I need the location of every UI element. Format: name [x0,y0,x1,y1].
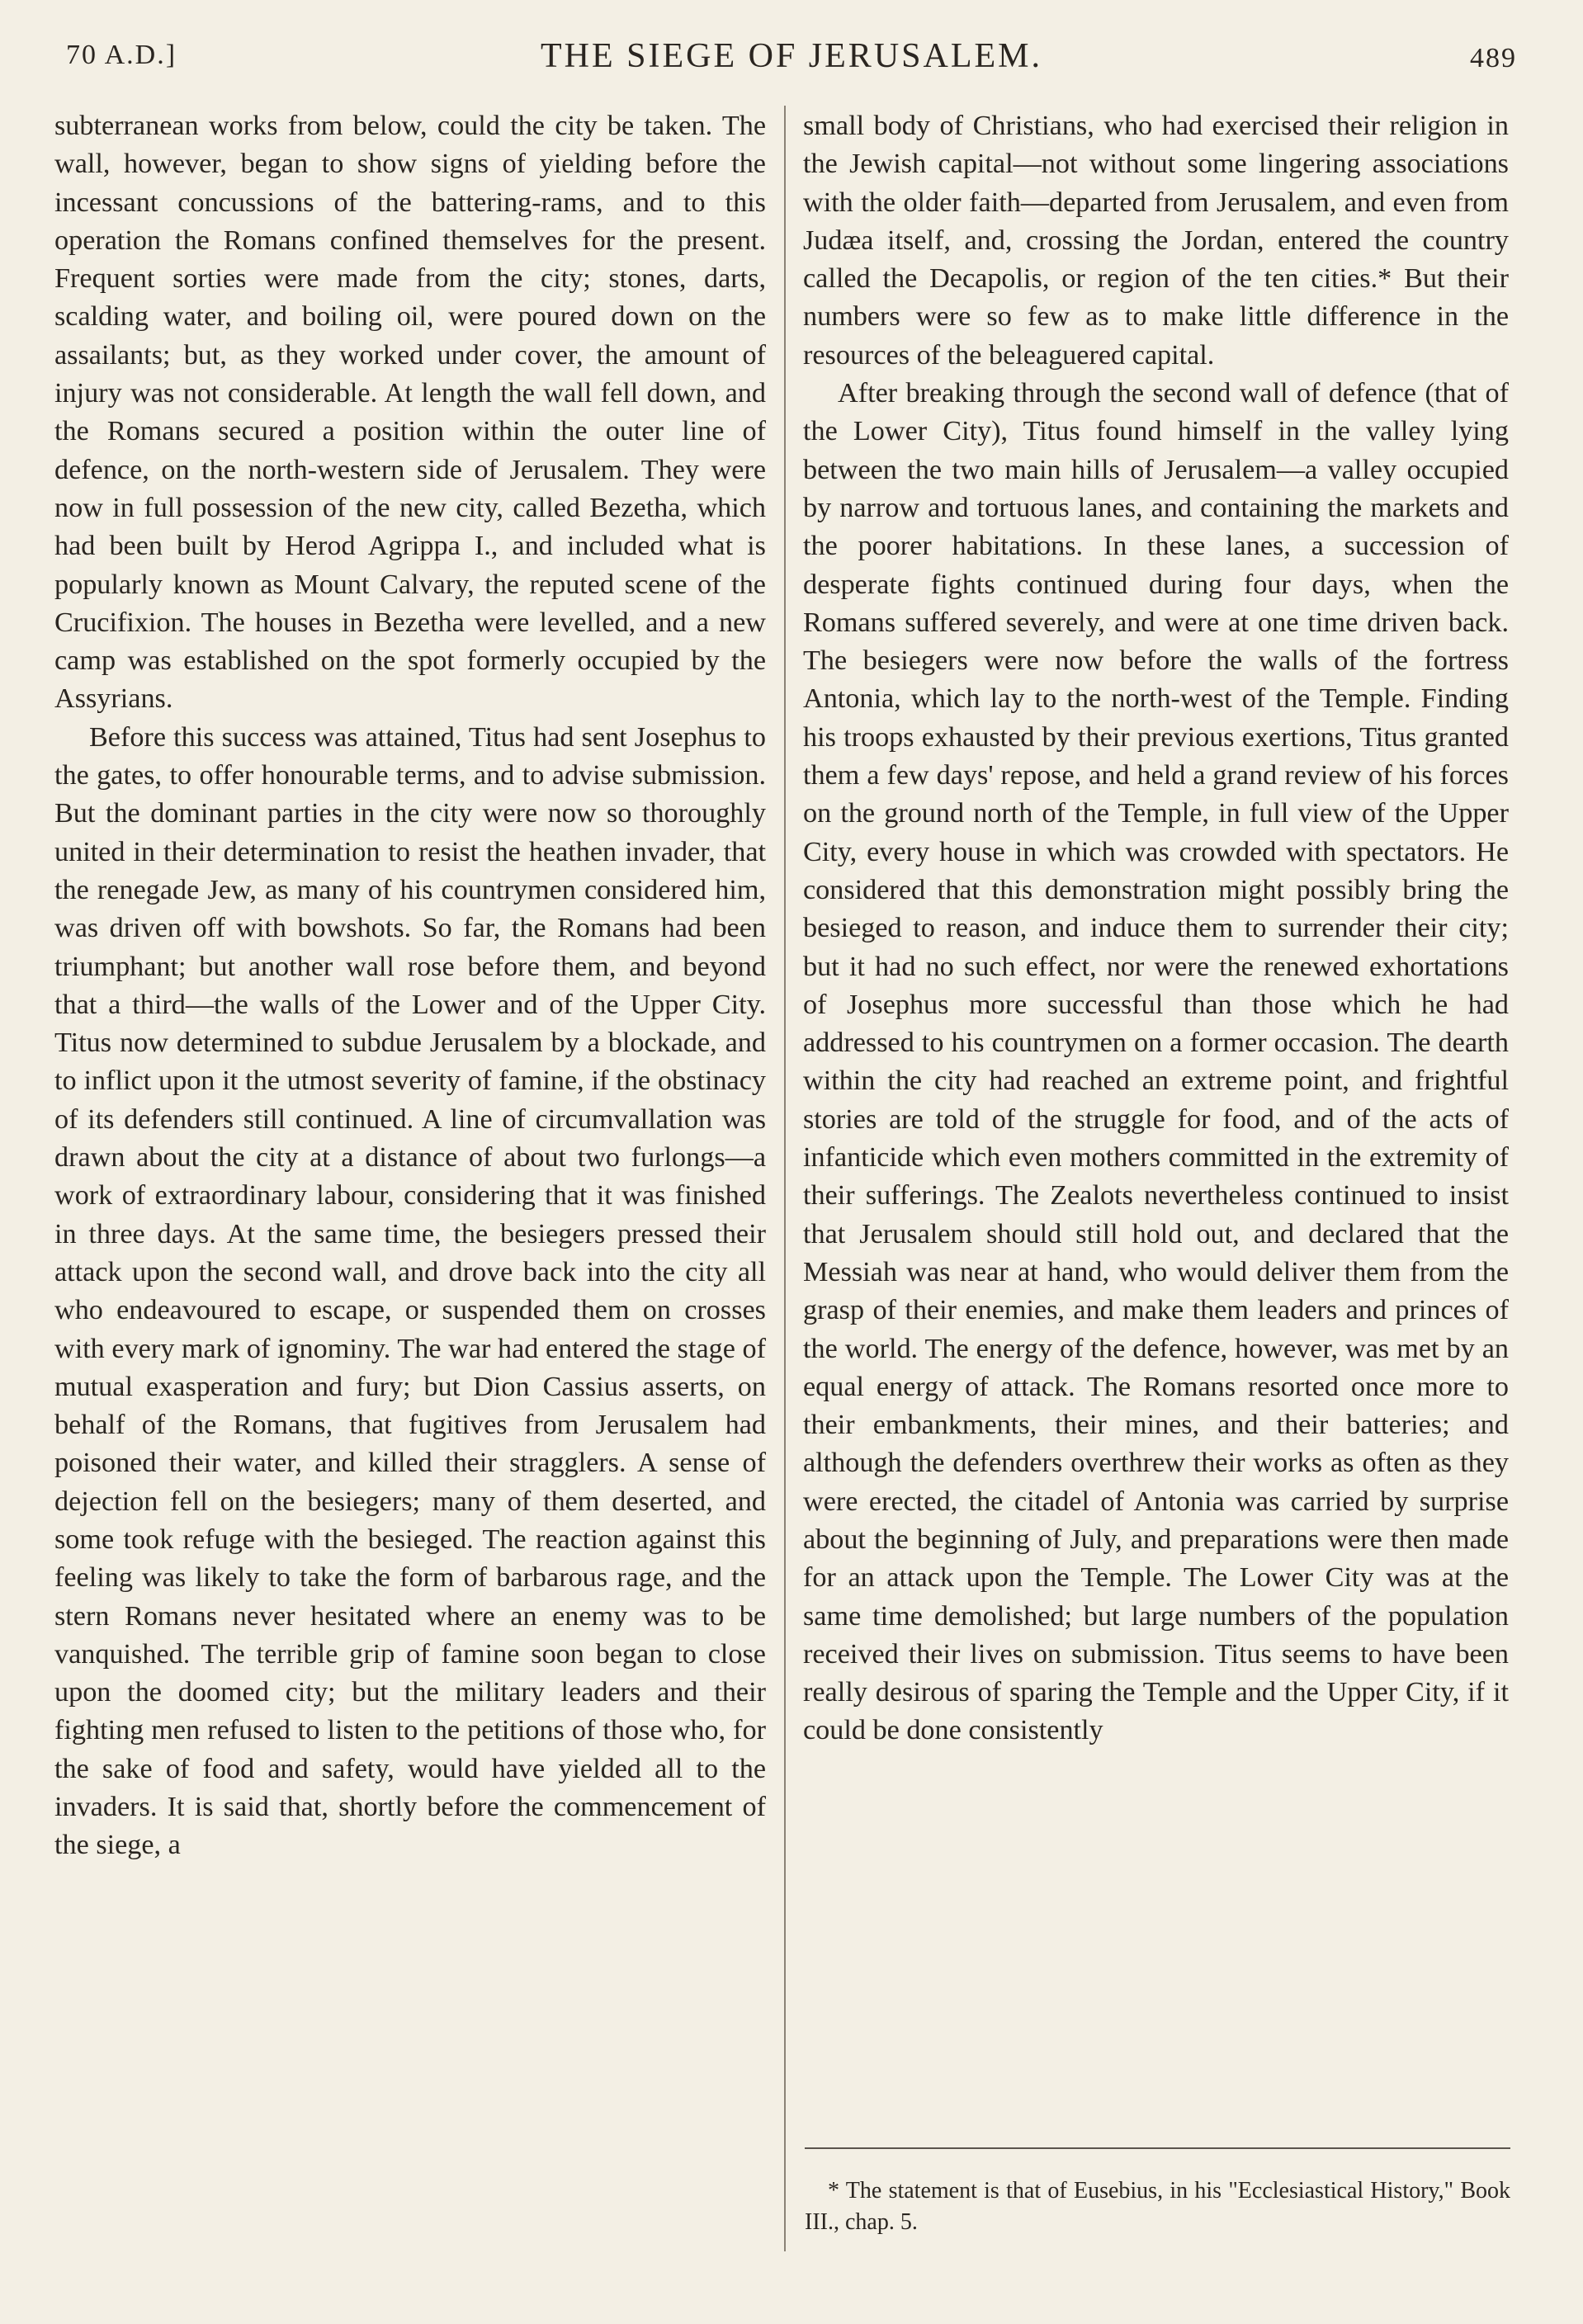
footnote [805,2175,1510,2238]
column-divider [784,106,786,2251]
paragraph: Before this success was attained, Titus had sent Josephus to the gates, to offer honourable terms, and to advise submission. But the dominant parties in the city were now so thoroughly united in their determination to resist the heathen invader, that the renegade Jew, as many of his countrymen considered him, was driven off with bowshots. So far, the Romans had been triumphant; but another wall rose before them, and beyond that a third—the walls of the Lower and of the Upper City. Titus now determined to subdue Jerusalem by a blockade, and to inflict upon it the utmost severity of famine, if the obstinacy of its defenders still continued. A line of circumvallation was drawn about the city at a distance of about two furlongs—a work of extraordinary labour, considering that it was finished in three days. At the same time, the besiegers pressed their attack upon the second wall, and drove back into the city all who endeavoured to escape, or suspended them on crosses with every mark of ignominy. The war had entered the stage of mutual exasperation and fury; but Dion Cassius asserts, on behalf of the Romans, that fugitives from Jerusalem had poisoned their water, and killed their stragglers. A sense of dejection fell on the besiegers; many of them deserted, and some took refuge with the besieged. The reaction against this feeling was likely to take the form of barbarous rage, and the stern Romans never hesitated where an enemy was to be vanquished. The terrible grip of famine soon began to close upon the doomed city; but the military leaders and their fighting men refused to listen to the petitions of those who, for the sake of food and safety, would have yielded all to the invaders. It is said that, shortly before the commencement of the siege, a [54,721,766,1861]
date-marker: 70 A.D.] [66,40,177,70]
footnote-text: * The statement is that of Eusebius, in his "Ecclesiastical History," Book III., chap. 5. [805,2178,1510,2235]
page-number: 489 [1470,43,1517,73]
footnote-rule [805,2147,1510,2149]
running-header [66,31,1517,89]
paragraph: small body of Christians, who had exercised their religion in the Jewish capital—not without some lingering associations with the older faith—departed from Jerusalem, and even from Judæa itself, and, crossing the Jordan, entered the country called the Decapolis, or region of the ten cities.* But their numbers were so few as to make little difference in the resources of the beleaguered capital. [803,111,1509,371]
page-title: THE SIEGE OF JERUSALEM. [540,37,1042,75]
left-column [54,107,766,1865]
right-column [803,107,1509,1750]
paragraph: subterranean works from below, could the city be taken. The wall, however, began to show signs of yielding before the incessant concussions of the battering-rams, and to this operation the Romans confined themselves for the present. Frequent sorties were made from the city; stones, darts, scalding water, and boiling oil, were poured down on the assailants; but, as they worked under cover, the amount of injury was not considerable. At length the wall fell down, and the Romans secured a position within the outer line of defence, on the north-western side of Jerusalem. They were now in full possession of the new city, called Bezetha, which had been built by Herod Agrippa I., and included what is popularly known as Mount Calvary, the reputed scene of the Crucifixion. The houses in Bezetha were levelled, and a new camp was established on the spot formerly occupied by the Assyrians. [54,111,766,715]
paragraph: After breaking through the second wall of defence (that of the Lower City), Titus found himself in the valley lying between the two main hills of Jerusalem—a valley occupied by narrow and tortuous lanes, and containing the markets and the poorer habitations. In these lanes, a succession of desperate fights continued during four days, when the Romans suffered severely, and were at one time driven back. The besiegers were now before the walls of the fortress Antonia, which lay to the north-west of the Temple. Finding his troops exhausted by their previous exertions, Titus granted them a few days' repose, and held a grand review of his forces on the ground north of the Temple, in full view of the Upper City, every house in which was crowded with spectators. He considered that this demonstration might possibly bring the besieged to reason, and induce them to surrender their city; but it had no such effect, nor were the renewed exhortations of Josephus more successful than those which he had addressed to his countrymen on a former occasion. The dearth within the city had reached an extreme point, and frightful stories are told of the struggle for food, and of the acts of infanticide which even mothers committed in the extremity of their sufferings. The Zealots nevertheless continued to insist that Jerusalem should still hold out, and declared that the Messiah was near at hand, who would deliver them from the grasp of their enemies, and make them leaders and princes of the world. The energy of the defence, however, was met by an equal energy of attack. The Romans resorted once more to their embankments, their mines, and their batteries; and although the defenders overthrew their works as often as they were erected, the citadel of Antonia was carried by surprise about the beginning of July, and preparations were then made for an attack upon the Temple. The Lower City was at the same time demolished; but large numbers of the population received their lives on submission. Titus seems to have been really desirous of sparing the Temple and the Upper City, if it could be done consistently [803,378,1509,1746]
